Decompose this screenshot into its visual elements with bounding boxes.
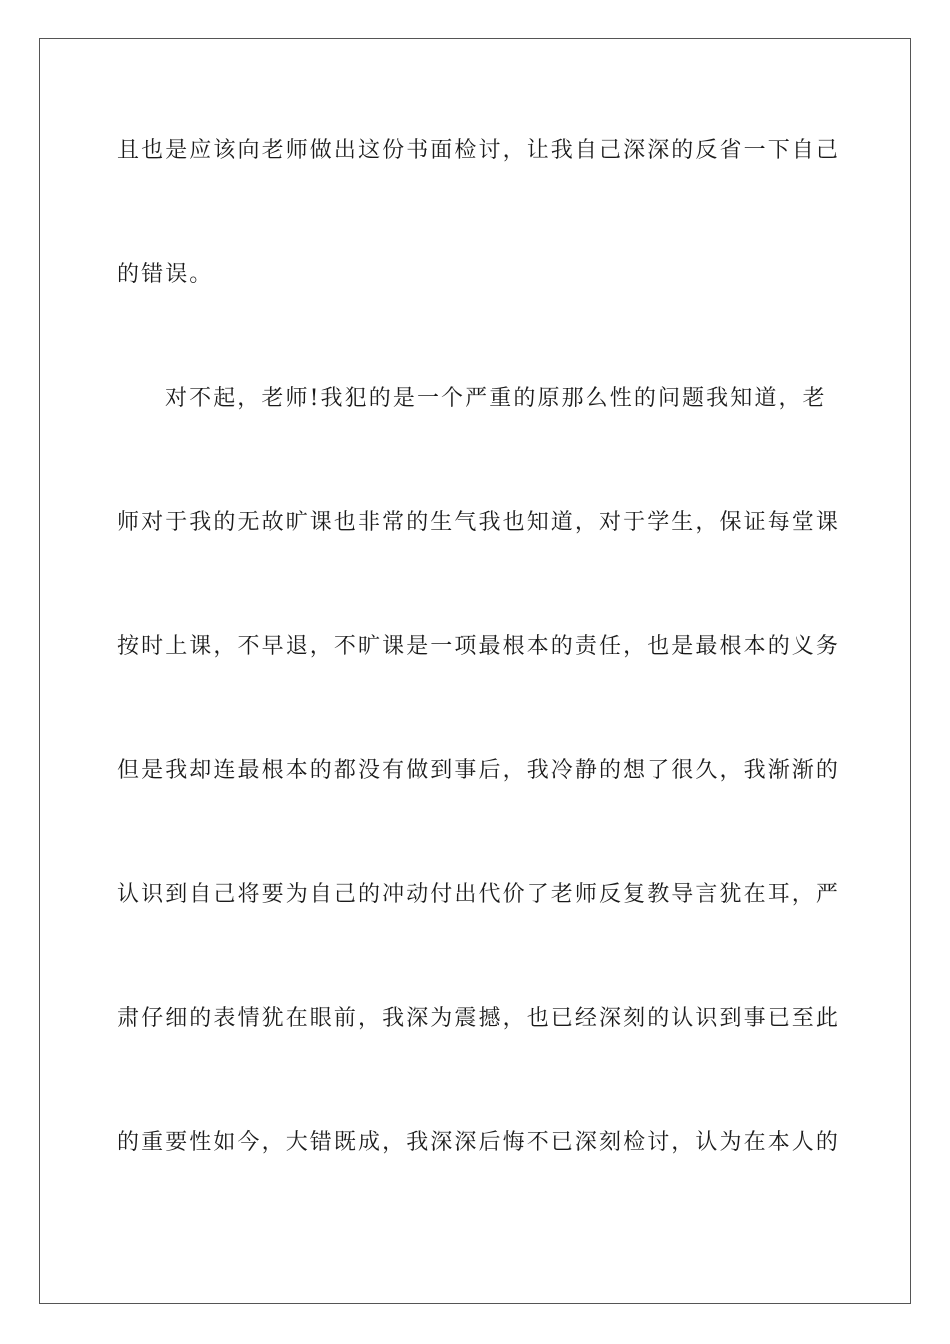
text-line-3-paragraph-start: 对不起，老师!我犯的是一个严重的原那么性的问题我知道，老	[165, 386, 827, 411]
page-border	[39, 38, 911, 1304]
text-line-8: 肃仔细的表情犹在眼前，我深为震撼，也已经深刻的认识到事已至此	[117, 1006, 841, 1031]
text-line-5: 按时上课，不早退，不旷课是一项最根本的责任，也是最根本的义务	[117, 634, 841, 659]
text-line-6: 但是我却连最根本的都没有做到事后，我冷静的想了很久，我渐渐的	[117, 758, 841, 783]
text-line-4: 师对于我的无故旷课也非常的生气我也知道，对于学生，保证每堂课	[117, 510, 841, 535]
text-line-1: 且也是应该向老师做出这份书面检讨，让我自己深深的反省一下自己	[117, 138, 841, 163]
text-line-9: 的重要性如今，大错既成，我深深后悔不已深刻检讨，认为在本人的	[117, 1130, 841, 1155]
text-line-7: 认识到自己将要为自己的冲动付出代价了老师反复教导言犹在耳，严	[117, 882, 841, 907]
text-line-2: 的错误。	[117, 262, 214, 287]
